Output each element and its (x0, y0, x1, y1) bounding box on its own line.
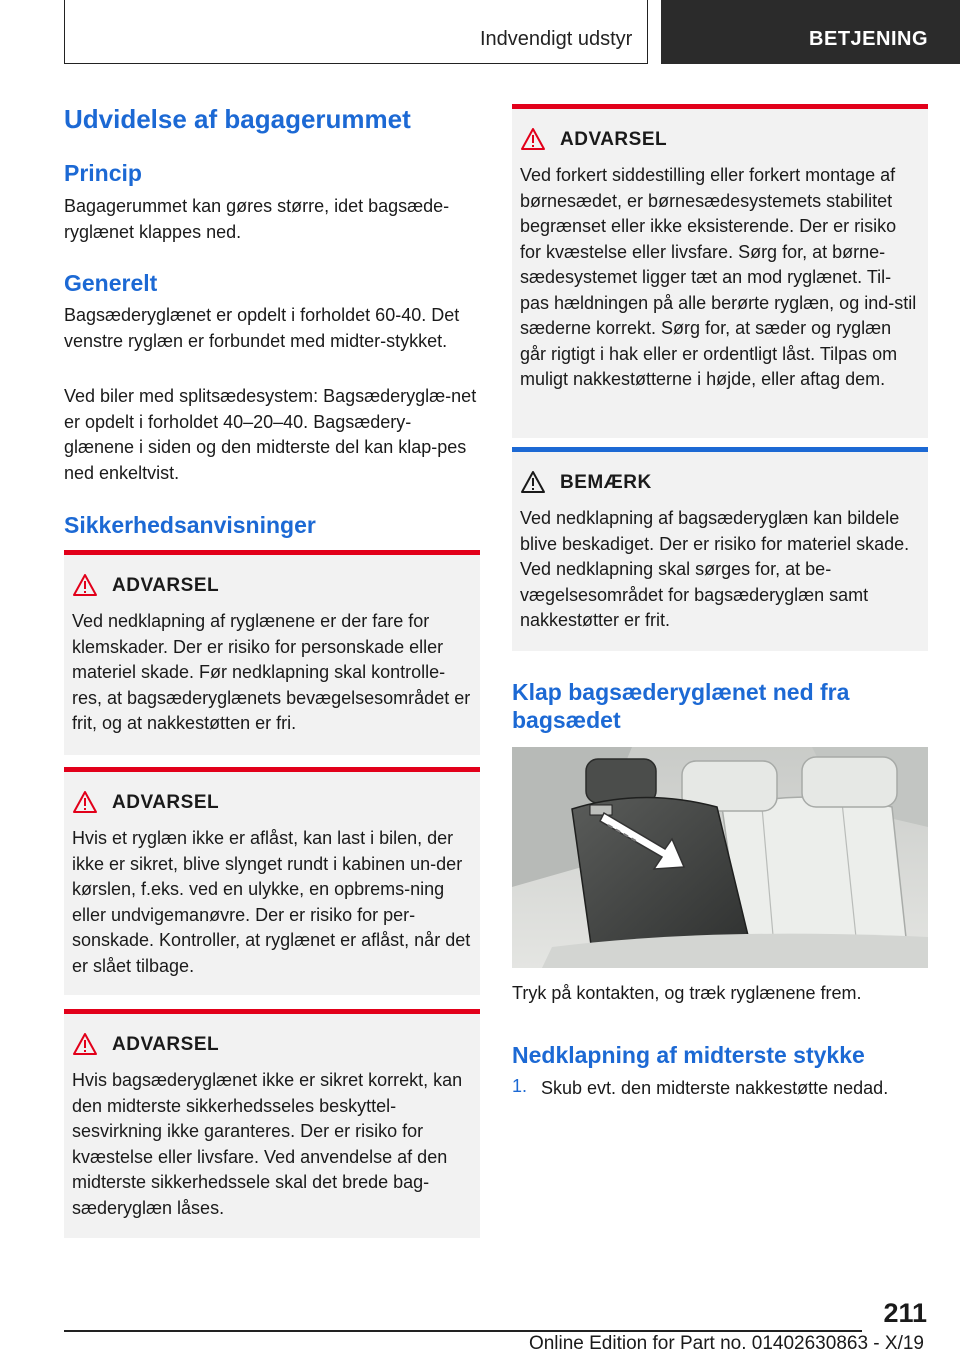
warning-text: Ved nedklapning af ryglænene er der fare for klemskader. Der er risiko for personskade eller materiel skade. Før nedklapning skal kontrolle-res, at bagsæderyglænets bevægelsesområdet er frit, og at nakkestøtten er fri. (72, 611, 471, 733)
warning-triangle-icon (72, 1032, 98, 1056)
heading-fold-backrest: Klap bagsæderyglænet ned fra bagsædet (512, 679, 850, 733)
page-number: 211 (883, 1298, 927, 1328)
rear-seat-image (512, 747, 928, 968)
step-text: Skub evt. den midterste nakkestøtte nedad. (541, 1078, 889, 1098)
warning-title: ADVARSEL (560, 129, 668, 150)
header-chapter-label: BETJENING (809, 28, 928, 50)
warning-title: ADVARSEL (112, 575, 220, 596)
warning-text: Hvis et ryglæn ikke er aflåst, kan last i bilen, der ikke er sikret, blive slynget rundt i kabinen un-der kørslen, f.eks. ved en ulykke, en opbrems-ning eller undvigemanøvre. Der er risiko for per-sonskade. Kontroller, at ryglænet er aflåst, når det er slået tilbage. (72, 828, 471, 976)
warning-text: Ved forkert siddestilling eller forkert montage af børnesædet, er børnesædesystemets stabilitet begrænset eller ikke eksisterende. Der er risiko for kvæstelse eller livsfare. Sørg for, at børne-sædesystemet ligger tæt an mod ryglænet. Til-pas hældningen på alle berørte ryglæn, og ind-stil sæderne korrekt. Sørg for, at sæder og ryglæn går rigtigt i hak eller er ordentligt låst. Tilpas om muligt nakkestøtterne i højde, eller aftag dem. (520, 165, 917, 389)
heading-principle: Princip (64, 160, 142, 186)
warning-text: Hvis bagsæderyglænet ikke er sikret korrekt, kan den midterste sikkerhedsseles beskyttel-sesvirkning ikke garanteres. Der er risiko for kvæstelse eller livsfare. Ved anvendelse af den midterste sikkerhedssele skal det brede bag-sæderyglæn låses. (72, 1070, 463, 1218)
warning-box-1 (64, 550, 480, 755)
general-text-2: Ved biler med splitsædesystem: Bagsæderyglæ-net er opdelt i forholdet 40–20–40. Bagsædery-glænene i siden og den midterste del kan klap-pes ned enkeltvist. (64, 386, 477, 483)
heading-general: Generelt (64, 270, 158, 296)
warning-title: ADVARSEL (112, 1034, 220, 1055)
step-number: 1. (512, 1076, 528, 1096)
warning-triangle-icon (520, 127, 546, 151)
footer-divider (64, 1330, 862, 1332)
principle-text: Bagagerummet kan gøres større, idet bagsæde-ryglænet klappes ned. (64, 196, 450, 242)
notice-triangle-icon (520, 470, 546, 494)
warning-triangle-icon (72, 790, 98, 814)
warning-triangle-icon (72, 573, 98, 597)
note-text: Ved nedklapning af bagsæderyglæn kan bildele blive beskadiget. Der er risiko for materiel skade. Ved nedklapning skal sørges for, at be-vægelsesområdet for bagsæderyglæn samt nakkestøtter er frit. (520, 508, 910, 630)
note-box (512, 447, 928, 651)
figure-caption: Tryk på kontakten, og træk ryglænene frem. (512, 983, 862, 1003)
note-title: BEMÆRK (560, 472, 652, 493)
warning-box-4 (512, 104, 928, 438)
warning-title: ADVARSEL (112, 792, 220, 813)
rear-seat-illustration (512, 747, 928, 968)
header-chapter-tab (661, 0, 960, 64)
general-text-1: Bagsæderyglænet er opdelt i forholdet 60-40. Det venstre ryglæn er forbundet med midter-stykket. (64, 305, 460, 351)
page-title: Udvidelse af bagagerummet (64, 104, 411, 134)
heading-safety: Sikkerhedsanvisninger (64, 512, 316, 538)
warning-box-3 (64, 1009, 480, 1238)
heading-middle-section: Nedklapning af midterste stykke (512, 1042, 865, 1068)
header-section-label: Indvendigt udstyr (480, 28, 633, 50)
warning-box-2 (64, 767, 480, 995)
footer-edition: Online Edition for Part no. 01402630863 - X/19 (528, 1333, 924, 1354)
